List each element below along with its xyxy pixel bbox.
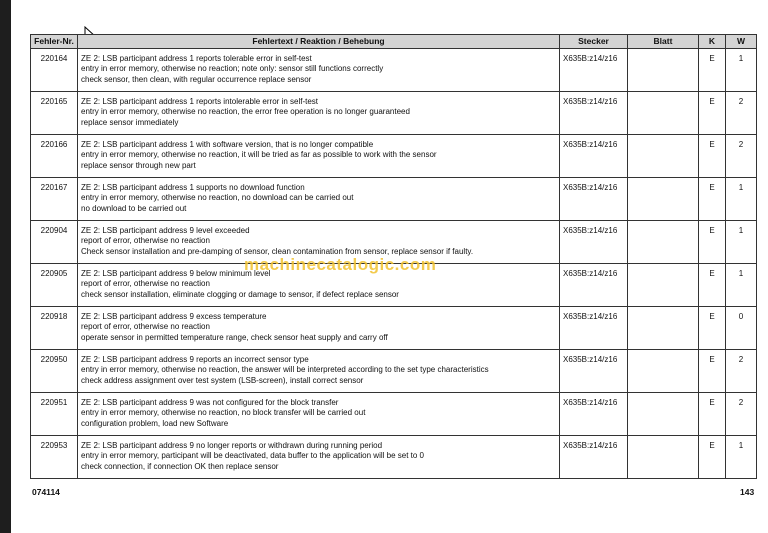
error-text-line: configuration problem, load new Software xyxy=(81,418,229,428)
error-number-cell: 220905 xyxy=(31,263,78,306)
error-text-cell xyxy=(78,134,560,177)
error-text-line: Check sensor installation and pre-damping of sensor, clean contamination from sensor, replace sensor if faulty. xyxy=(81,246,474,256)
error-number-cell: 220953 xyxy=(31,435,78,478)
error-text-line: check sensor installation, eliminate clogging or damage to sensor, if defect replace sensor xyxy=(81,289,399,299)
error-number-cell: 220951 xyxy=(31,392,78,435)
sheet-cell xyxy=(628,134,699,177)
error-text-line: ZE 2: LSB participant address 1 reports intolerable error in self-test xyxy=(81,96,318,106)
error-number-cell: 220904 xyxy=(31,220,78,263)
table-row xyxy=(31,392,757,435)
connector-cell: X635B:z14/z16 xyxy=(560,306,628,349)
error-text-line: entry in error memory, otherwise no reaction, it will be tried as far as possible to work with the sensor xyxy=(81,150,437,159)
table-row xyxy=(31,134,757,177)
header-fehler-nr: Fehler-Nr. xyxy=(31,35,78,49)
w-cell: 2 xyxy=(726,349,757,392)
error-text-line: ZE 2: LSB participant address 9 excess temperature xyxy=(81,311,267,321)
connector-cell: X635B:z14/z16 xyxy=(560,263,628,306)
watermark-text: machinecatalogic.com xyxy=(244,255,437,274)
page-number: 143 xyxy=(740,487,755,497)
error-number-cell: 220166 xyxy=(31,134,78,177)
error-text-line: replace sensor through new part xyxy=(81,160,196,170)
w-cell: 2 xyxy=(726,134,757,177)
w-cell: 2 xyxy=(726,392,757,435)
k-cell: E xyxy=(699,435,726,478)
error-text-line: check sensor, then clean, with regular occurrence replace sensor xyxy=(81,74,312,84)
table-row xyxy=(31,177,757,220)
error-text-cell xyxy=(78,91,560,134)
error-text-line: ZE 2: LSB participant address 9 was not configured for the block transfer xyxy=(81,397,339,407)
error-text-line: ZE 2: LSB participant address 1 supports no download function xyxy=(81,182,305,192)
connector-cell: X635B:z14/z16 xyxy=(560,220,628,263)
error-text-line: ZE 2: LSB participant address 1 reports tolerable error in self-test xyxy=(81,53,312,63)
k-cell: E xyxy=(699,220,726,263)
connector-cell: X635B:z14/z16 xyxy=(560,91,628,134)
error-number-cell: 220950 xyxy=(31,349,78,392)
error-text-line: operate sensor in permitted temperature range, check sensor heat supply and carry off xyxy=(81,332,388,342)
table-row xyxy=(31,435,757,478)
error-text-line: entry in error memory, otherwise no reaction; note only: sensor still functions correctly xyxy=(81,64,384,73)
connector-cell: X635B:z14/z16 xyxy=(560,349,628,392)
k-cell: E xyxy=(699,134,726,177)
sheet-cell xyxy=(628,349,699,392)
error-text-cell xyxy=(78,435,560,478)
k-cell: E xyxy=(699,48,726,91)
error-text-line: check connection, if connection OK then replace sensor xyxy=(81,461,279,471)
table-row xyxy=(31,349,757,392)
error-text-line: entry in error memory, otherwise no reaction, the answer will be interpreted according to the set type characteristics xyxy=(81,365,489,374)
error-text-line: entry in error memory, otherwise no reaction, no download can be carried out xyxy=(81,193,354,202)
error-text-cell xyxy=(78,306,560,349)
k-cell: E xyxy=(699,263,726,306)
sheet-cell xyxy=(628,392,699,435)
error-text-line: ZE 2: LSB participant address 9 level exceeded xyxy=(81,225,250,235)
error-number-cell: 220165 xyxy=(31,91,78,134)
header-w: W xyxy=(726,35,757,49)
w-cell: 2 xyxy=(726,91,757,134)
header-blatt: Blatt xyxy=(628,35,699,49)
k-cell: E xyxy=(699,392,726,435)
document-id: 074114 xyxy=(32,487,60,497)
error-text-line: report of error, otherwise no reaction xyxy=(81,322,210,331)
sheet-cell xyxy=(628,177,699,220)
error-text-cell xyxy=(78,48,560,91)
error-text-cell xyxy=(78,349,560,392)
connector-cell: X635B:z14/z16 xyxy=(560,177,628,220)
error-text-line: entry in error memory, otherwise no reaction, no block transfer will be carried out xyxy=(81,408,366,417)
connector-cell: X635B:z14/z16 xyxy=(560,134,628,177)
k-cell: E xyxy=(699,306,726,349)
error-text-line: no download to be carried out xyxy=(81,203,187,213)
connector-cell: X635B:z14/z16 xyxy=(560,392,628,435)
connector-cell: X635B:z14/z16 xyxy=(560,48,628,91)
error-text-line: replace sensor immediately xyxy=(81,117,179,127)
header-stecker: Stecker xyxy=(560,35,628,49)
w-cell: 1 xyxy=(726,263,757,306)
header-k: K xyxy=(699,35,726,49)
sheet-cell xyxy=(628,263,699,306)
error-text-line: ZE 2: LSB participant address 9 no longer reports or withdrawn during running period xyxy=(81,440,383,450)
error-text-line: entry in error memory, participant will be deactivated, data buffer to the application will be set to 0 xyxy=(81,451,424,460)
w-cell: 0 xyxy=(726,306,757,349)
sheet-cell xyxy=(628,306,699,349)
w-cell: 1 xyxy=(726,435,757,478)
error-text-line: entry in error memory, otherwise no reaction, the error free operation is no longer guaranteed xyxy=(81,107,410,116)
table-row xyxy=(31,91,757,134)
sheet-cell xyxy=(628,48,699,91)
header-fehlertext: Fehlertext / Reaktion / Behebung xyxy=(78,35,560,49)
k-cell: E xyxy=(699,177,726,220)
w-cell: 1 xyxy=(726,177,757,220)
table-row xyxy=(31,306,757,349)
error-text-line: ZE 2: LSB participant address 1 with software version, that is no longer compatible xyxy=(81,139,374,149)
sheet-cell xyxy=(628,435,699,478)
error-text-line: report of error, otherwise no reaction xyxy=(81,279,210,288)
table-row xyxy=(31,48,757,91)
error-text-line: ZE 2: LSB participant address 9 below minimum level xyxy=(81,268,271,278)
left-edge-bar xyxy=(0,0,11,533)
error-text-line: check address assignment over test system (LSB-screen), install correct sensor xyxy=(81,375,364,385)
table-header-row xyxy=(31,35,757,49)
k-cell: E xyxy=(699,349,726,392)
sheet-cell xyxy=(628,91,699,134)
error-text-line: ZE 2: LSB participant address 9 reports an incorrect sensor type xyxy=(81,354,309,364)
w-cell: 1 xyxy=(726,48,757,91)
connector-cell: X635B:z14/z16 xyxy=(560,435,628,478)
error-text-cell xyxy=(78,177,560,220)
w-cell: 1 xyxy=(726,220,757,263)
error-text-line: report of error, otherwise no reaction xyxy=(81,236,210,245)
error-number-cell: 220918 xyxy=(31,306,78,349)
k-cell: E xyxy=(699,91,726,134)
error-text-cell xyxy=(78,392,560,435)
error-number-cell: 220164 xyxy=(31,48,78,91)
error-number-cell: 220167 xyxy=(31,177,78,220)
sheet-cell xyxy=(628,220,699,263)
